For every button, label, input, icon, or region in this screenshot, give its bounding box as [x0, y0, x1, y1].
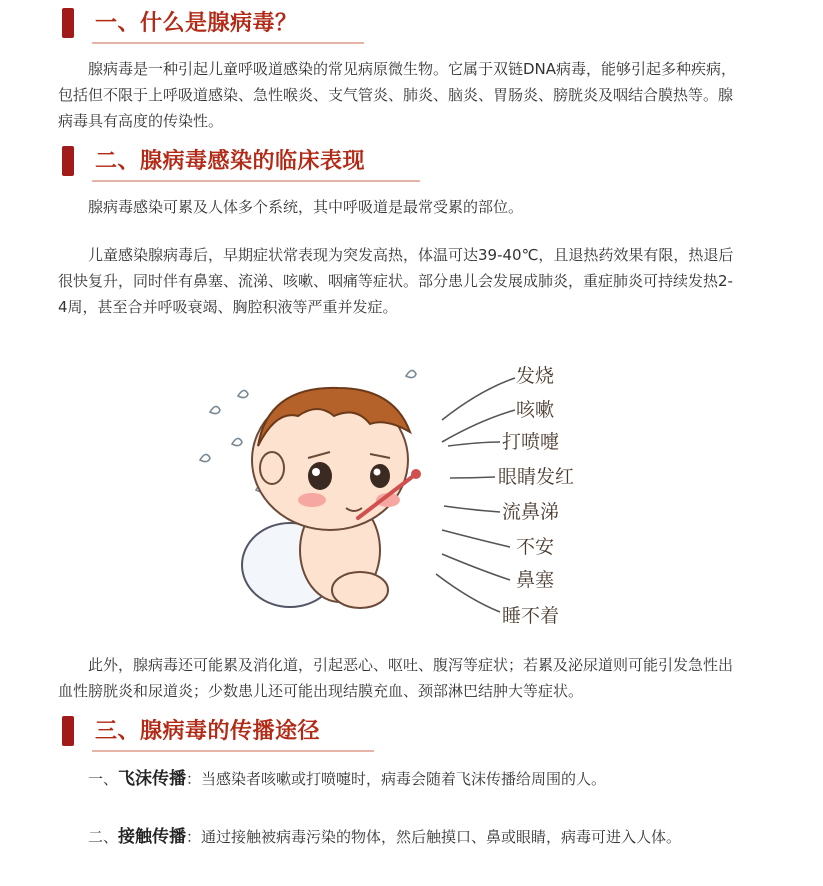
- symptom-label: 打喷嚏: [502, 431, 560, 453]
- heading-underline: [92, 180, 420, 182]
- symptom-label: 不安: [516, 536, 555, 558]
- heading-underline: [92, 42, 364, 44]
- transmission-item-droplet: [58, 766, 738, 792]
- item-text: ：通过接触被病毒污染的物体，然后触摸口、鼻或眼睛，病毒可进入人体。: [186, 828, 682, 846]
- section-title-3: 三、腺病毒的传播途径: [95, 719, 321, 744]
- item-text: ：当感染者咳嗽或打喷嚏时，病毒会随着飞沫传播给周围的人。: [186, 770, 607, 788]
- item-prefix: 二、: [88, 828, 119, 846]
- baby-head: [252, 388, 410, 530]
- symptom-label: 睡不着: [502, 605, 560, 627]
- paragraph-clinical-1: 腺病毒感染可累及人体多个系统，其中呼吸道是最常受累的部位。: [88, 198, 524, 216]
- heading-marker: [62, 8, 74, 38]
- paragraph-clinical-2: 儿童感染腺病毒后，早期症状常表现为突发高热，体温可达39-40℃，且退热药效果有限，热退后很快复升，同时伴有鼻塞、流涕、咳嗽、咽痛等症状。部分患儿会发展成肺炎，重症肺炎可持续发热2-4周，甚至合并呼吸衰竭、胸腔积液等严重并发症。: [58, 246, 734, 316]
- item-label: 接触传播: [118, 827, 187, 847]
- paragraph-clinical-3: 此外，腺病毒还可能累及消化道，引起恶心、呕吐、腹泻等症状；若累及泌尿道则可能引发急性出血性膀胱炎和尿道炎；少数患儿还可能出现结膜充血、颈部淋巴结肿大等症状。: [58, 656, 734, 700]
- section-title-2: 二、腺病毒感染的临床表现: [95, 149, 366, 174]
- heading-underline: [92, 750, 374, 752]
- item-label: 飞沫传播: [118, 769, 187, 789]
- item-prefix: 一、: [88, 770, 119, 788]
- transmission-item-contact: [58, 824, 738, 850]
- symptom-label: 流鼻涕: [502, 501, 560, 523]
- symptom-lines: [436, 378, 515, 612]
- symptom-label: 鼻塞: [516, 569, 555, 591]
- symptom-label: 咳嗽: [516, 399, 555, 421]
- paragraph-intro: 腺病毒是一种引起儿童呼吸道感染的常见病原微生物。它属于双链DNA病毒，能够引起多种疾病，包括但不限于上呼吸道感染、急性喉炎、支气管炎、肺炎、脑炎、胃肠炎、膀胱炎及咽结合膜热等。腺病毒具有高度的传染性。: [58, 60, 737, 130]
- heading-marker: [62, 146, 74, 176]
- heading-marker: [62, 716, 74, 746]
- symptom-labels: [498, 365, 574, 627]
- section-title-1: 一、什么是腺病毒？: [95, 11, 298, 36]
- symptom-label: 发烧: [516, 365, 555, 387]
- symptom-label: 眼睛发红: [498, 466, 575, 488]
- baby-symptoms-illustration: [180, 350, 610, 640]
